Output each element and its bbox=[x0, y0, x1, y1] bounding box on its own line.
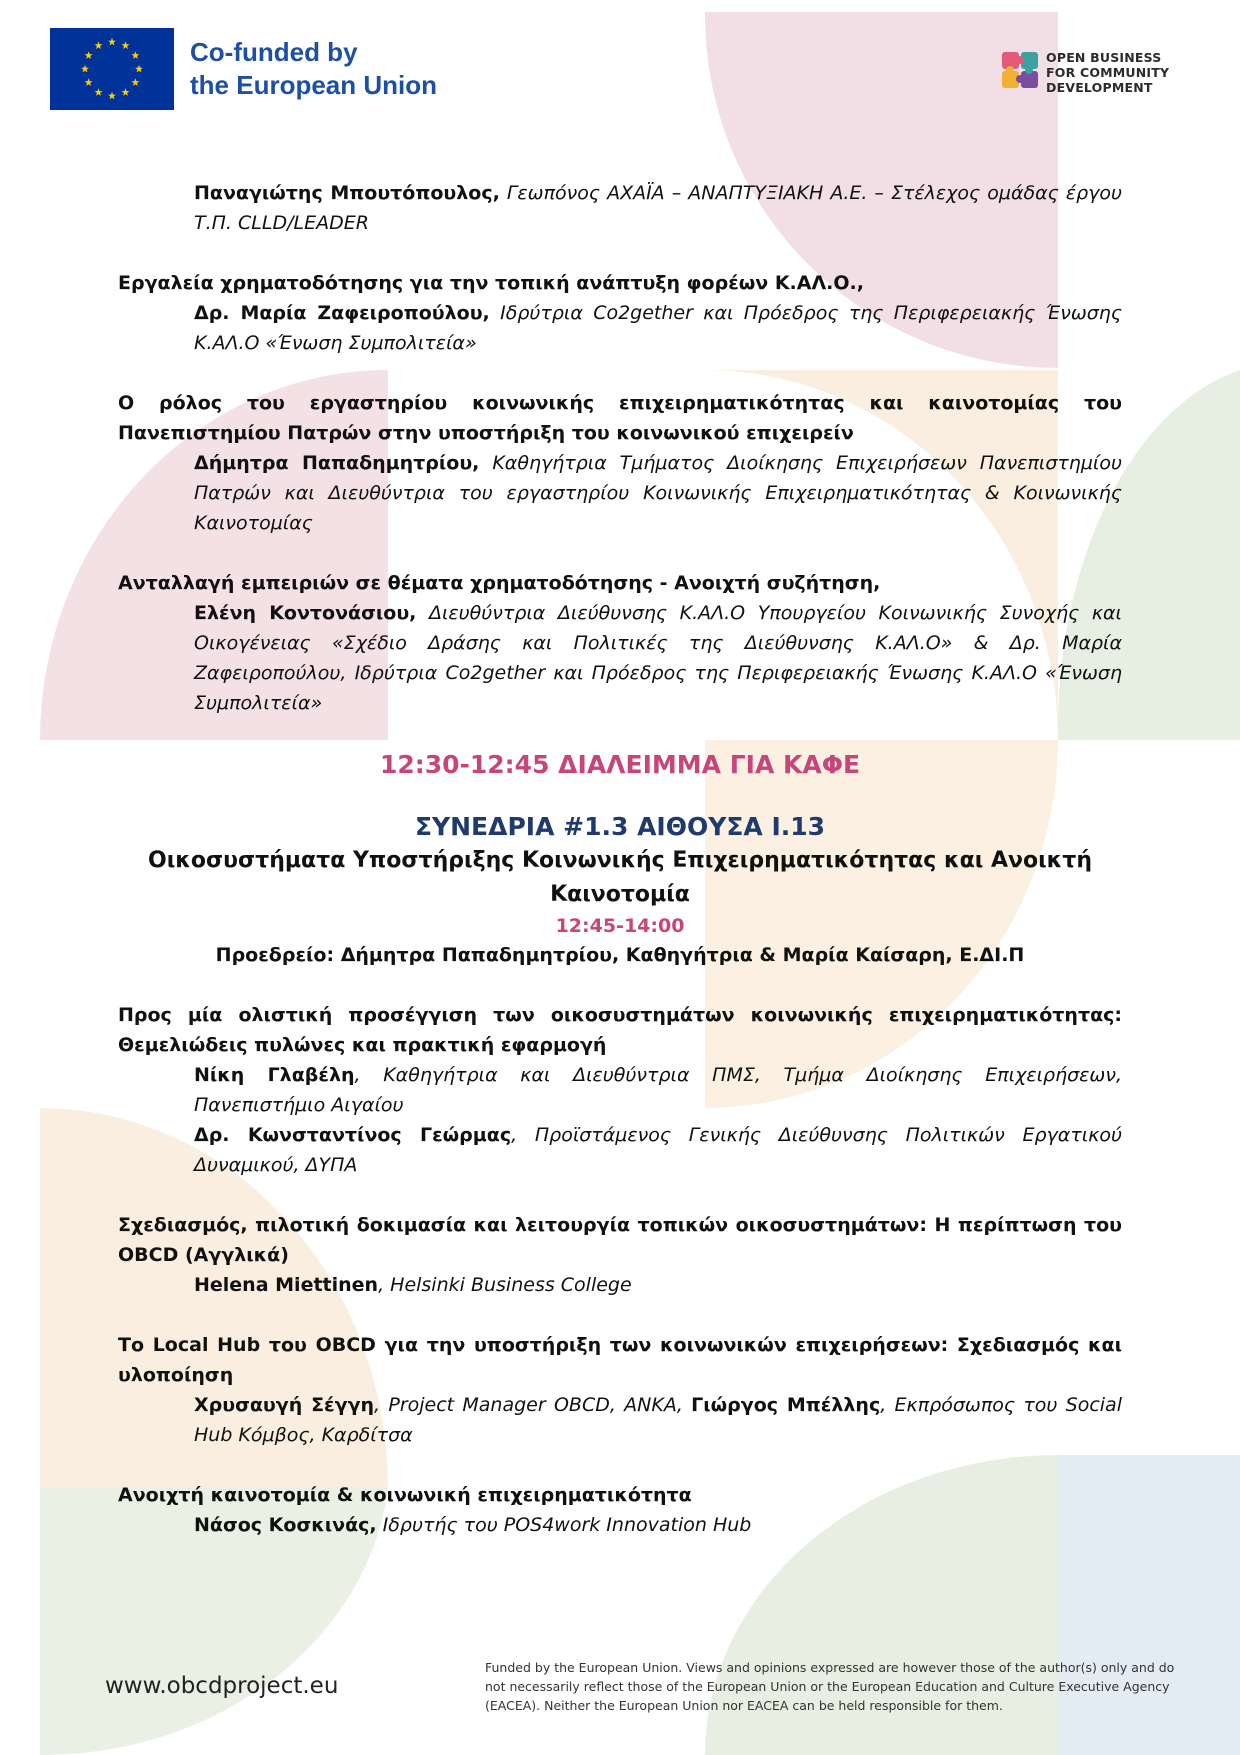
eu-cofunded-label bbox=[190, 36, 437, 102]
session-chair: Προεδρείο: Δήμητρα Παπαδημητρίου, Καθηγήτρια & Μαρία Καίσαρη, Ε.ΔΙ.Π bbox=[215, 944, 1025, 966]
logo-line-1: OPEN BUSINESS bbox=[1046, 50, 1162, 65]
speaker-name: Δρ. Κωνσταντίνος Γεώρμας bbox=[194, 1124, 512, 1146]
speaker-name: Παναγιώτης Μπουτόπουλος, bbox=[194, 182, 500, 204]
speaker-role: , Καθηγήτρια και Διευθύντρια ΠΜΣ, Τμήμα Διοίκησης Επιχειρήσεων, Πανεπιστήμιο Αιγαίου bbox=[194, 1064, 1122, 1116]
speaker-name: Γιώργος Μπέλλης bbox=[691, 1394, 881, 1416]
speaker-name: Helena Miettinen bbox=[194, 1274, 379, 1296]
logo-line-2: FOR COMMUNITY bbox=[1046, 65, 1170, 80]
speaker-line bbox=[118, 178, 1122, 238]
speaker-role: , Εκπρόσωπος του Social Hub Κόμβος, Καρδίτσα bbox=[194, 1394, 1122, 1446]
speaker-name: Δρ. Μαρία Ζαφειροπούλου, bbox=[194, 302, 490, 324]
speaker-role: , Project Manager OBCD, ΑΝΚΑ, bbox=[374, 1394, 692, 1416]
eu-flag-logo bbox=[50, 28, 174, 110]
coffee-break-line: 12:30-12:45 ΔΙΑΛΕΙΜΜΑ ΓΙΑ ΚΑΦΕ bbox=[379, 750, 861, 779]
speaker-line bbox=[118, 1390, 1122, 1450]
agenda-item bbox=[118, 178, 1122, 238]
speaker-role: Γεωπόνος ΑΧΑΪΑ – ΑΝΑΠΤΥΞΙΑΚΗ Α.Ε. – Στέλεχος ομάδας έργου Τ.Π. CLLD/LEADER bbox=[194, 182, 1122, 234]
agenda-item bbox=[118, 268, 1122, 358]
agenda-item bbox=[118, 1000, 1122, 1180]
talk-title: Σχεδιασμός, πιλοτική δοκιμασία και λειτουργία τοπικών οικοσυστημάτων: Η περίπτωση του OBCD (Αγγλικά) bbox=[118, 1214, 1122, 1266]
speaker-name: Χρυσαυγή Σέγγη bbox=[194, 1394, 375, 1416]
speaker-name: Νάσος Κοσκινάς, bbox=[194, 1514, 377, 1536]
agenda-item bbox=[118, 1330, 1122, 1450]
speaker-name: Δήμητρα Παπαδημητρίου, bbox=[194, 452, 480, 474]
speaker-line bbox=[118, 448, 1122, 538]
eu-line-2: the European Union bbox=[190, 70, 437, 100]
speaker-role: Ιδρυτής του POS4work Innovation Hub bbox=[376, 1514, 752, 1536]
speaker-role: , Προϊστάμενος Γενικής Διεύθυνσης Πολιτικών Εργατικού Δυναμικού, ΔΥΠΑ bbox=[194, 1124, 1123, 1176]
talk-title: Ανοιχτή καινοτομία & κοινωνική επιχειρηματικότητα bbox=[118, 1484, 692, 1506]
logo-line-3: DEVELOPMENT bbox=[1046, 80, 1153, 95]
programme-content bbox=[118, 178, 1122, 1570]
speaker-name: Ελένη Κοντονάσιου, bbox=[194, 602, 417, 624]
speaker-role: Ιδρύτρια Co2gether και Πρόεδρος της Περιφερειακής Ένωσης Κ.ΑΛ.Ο «Ένωση Συμπολιτεία» bbox=[194, 302, 1123, 354]
talk-title: Ο ρόλος του εργαστηρίου κοινωνικής επιχειρηματικότητας και καινοτομίας του Πανεπιστημίου Πατρών στην υποστήριξη του κοινωνικού επιχειρείν bbox=[118, 392, 1122, 444]
speaker-name: Νίκη Γλαβέλη bbox=[194, 1064, 355, 1086]
eu-disclaimer: Funded by the European Union. Views and opinions expressed are however those of the author(s) only and do not necessarily reflect those of the European Union or the European Education and Culture Executive Agency (EACEA). Neither the European Union nor EACEA can be held responsible for them. bbox=[485, 1660, 1175, 1713]
obcd-logo bbox=[998, 48, 1208, 100]
agenda-item bbox=[118, 388, 1122, 538]
eu-line-1: Co-funded by bbox=[190, 37, 358, 67]
website-link[interactable]: www.obcdproject.eu bbox=[105, 1673, 339, 1699]
speaker-role: Διευθύντρια Διεύθυνσης Κ.ΑΛ.Ο Υπουργείου Κοινωνικής Συνοχής και Οικογένειας «Σχέδιο Δράσης και Πολιτικές της Διεύθυνσης Κ.ΑΛ.Ο» & Δρ. Μαρία Ζαφειροπούλου, Ιδρύτρια Co2gether και Πρόεδρος της Περιφερειακής Ένωσης Κ.ΑΛ.Ο «Ένωση Συμπολιτεία» bbox=[194, 602, 1122, 714]
speaker-role: , Helsinki Business College bbox=[378, 1274, 632, 1296]
agenda-item bbox=[118, 568, 1122, 718]
agenda-item bbox=[118, 1480, 1122, 1540]
speaker-line bbox=[118, 1510, 1122, 1540]
speaker-line bbox=[118, 1060, 1122, 1120]
session-title: Οικοσυστήματα Υποστήριξης Κοινωνικής Επιχειρηματικότητας και Ανοικτή Καινοτομία bbox=[148, 848, 1092, 907]
obcd-logo-text bbox=[1046, 50, 1169, 95]
talk-title: Προς μία ολιστική προσέγγιση των οικοσυστημάτων κοινωνικής επιχειρηματικότητας: Θεμελιώδεις πυλώνες και πρακτική εφαρμογή bbox=[118, 1004, 1122, 1056]
agenda-item bbox=[118, 1210, 1122, 1300]
speaker-line bbox=[118, 1120, 1122, 1180]
speaker-line bbox=[118, 298, 1122, 358]
puzzle-icon bbox=[998, 48, 1042, 92]
talk-title: Ανταλλαγή εμπειριών σε θέματα χρηματοδότησης - Ανοιχτή συζήτηση, bbox=[118, 572, 881, 594]
speaker-line bbox=[118, 1270, 1122, 1300]
session-heading: ΣΥΝΕΔΡΙΑ #1.3 ΑΙΘΟΥΣΑ Ι.13 bbox=[414, 812, 826, 841]
session-time: 12:45-14:00 bbox=[555, 915, 685, 937]
talk-title: Το Local Hub του OBCD για την υποστήριξη των κοινωνικών επιχειρήσεων: Σχεδιασμός και υλοποίηση bbox=[118, 1334, 1122, 1386]
speaker-line bbox=[118, 598, 1122, 718]
talk-title: Εργαλεία χρηματοδότησης για την τοπική ανάπτυξη φορέων Κ.ΑΛ.Ο., bbox=[118, 272, 864, 294]
speaker-role: Καθηγήτρια Τμήματος Διοίκησης Επιχειρήσεων Πανεπιστημίου Πατρών και Διευθύντρια του εργαστηρίου Κοινωνικής Επιχειρηματικότητας & Κοινωνικής Καινοτομίας bbox=[194, 452, 1122, 534]
